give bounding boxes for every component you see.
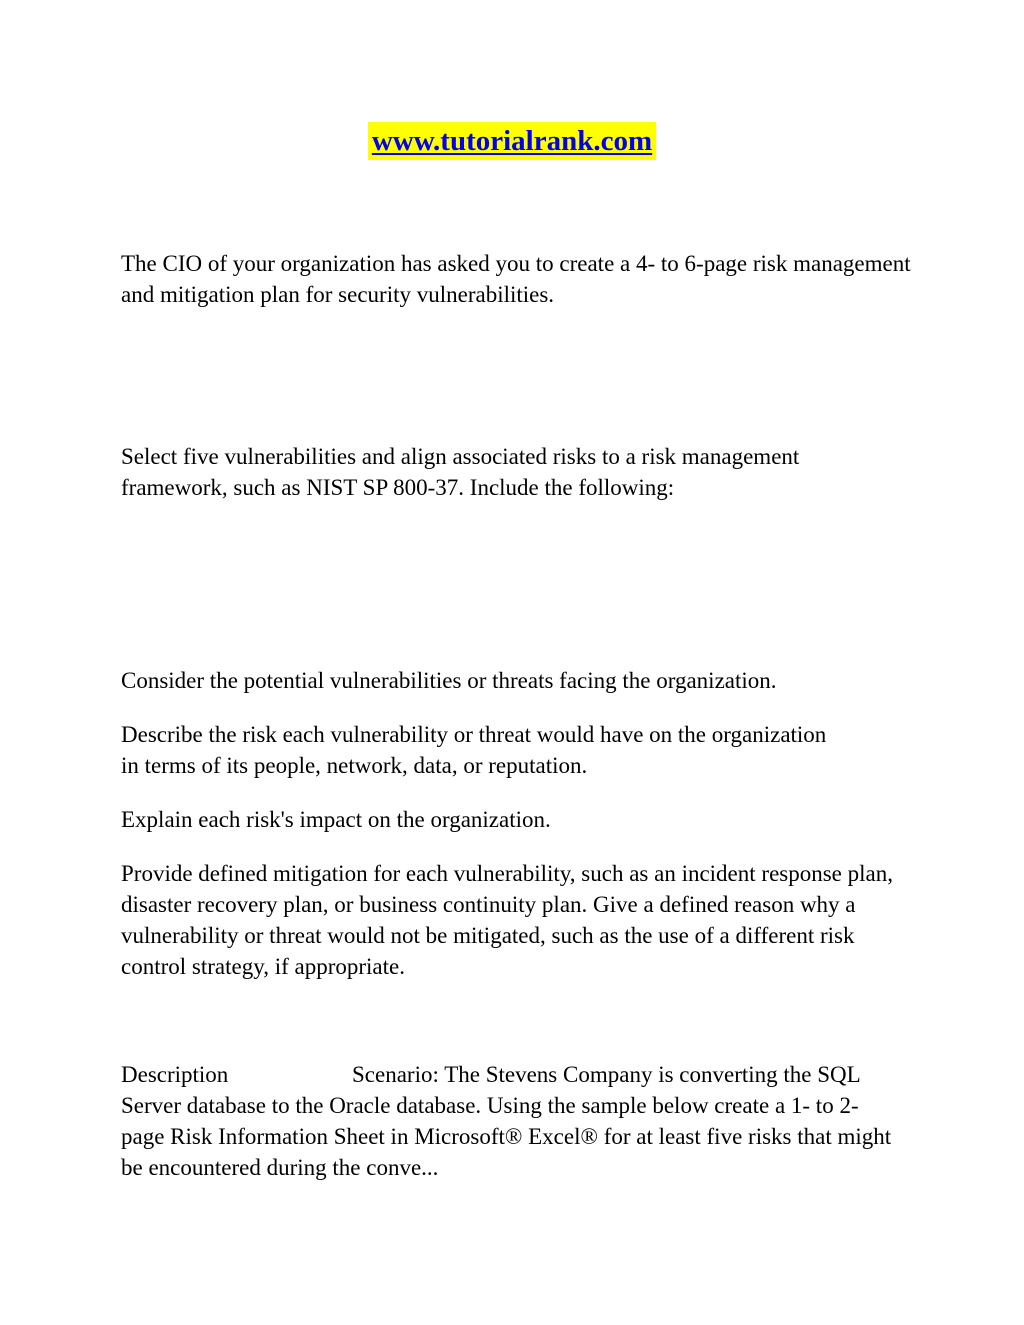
website-link[interactable]: www.tutorialrank.com: [368, 122, 656, 160]
scenario-paragraph: [121, 1059, 901, 1183]
provide-paragraph: Provide defined mitigation for each vulnerability, such as an incident response plan, disaster recovery plan, or business continuity plan. Give a defined reason why a vulnerability or threat would not be mitigated, such as the use of a different risk control strategy, if appropriate.: [121, 861, 893, 979]
describe-paragraph: Describe the risk each vulnerability or threat would have on the organization in terms of its people, network, data, or reputation.: [121, 722, 827, 778]
description-label: Description: [121, 1062, 229, 1087]
scenario-text: Scenario: The Stevens Company is converting the SQL Server database to the Oracle database. Using the sample below create a 1- to 2-page Risk Information Sheet in Microsoft® Excel® for at least five risks that might be encountered during the conve...: [121, 1062, 892, 1180]
consider-paragraph: Consider the potential vulnerabilities or threats facing the organization.: [121, 668, 777, 693]
select-paragraph: Select five vulnerabilities and align associated risks to a risk management framework, such as NIST SP 800-37. Include the following:: [121, 444, 800, 500]
header: [0, 122, 1024, 160]
explain-paragraph: Explain each risk's impact on the organization.: [121, 807, 551, 832]
intro-paragraph: The CIO of your organization has asked you to create a 4- to 6-page risk management and mitigation plan for security vulnerabilities.: [121, 251, 911, 307]
